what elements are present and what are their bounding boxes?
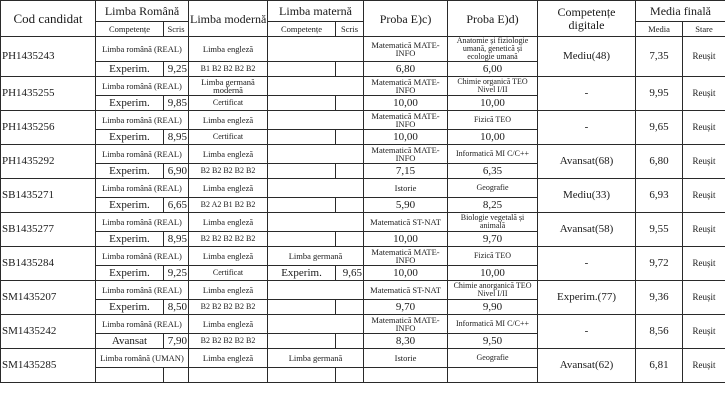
candidate-code: SB1435271 [1, 179, 96, 213]
proba-c-subject: Istorie [364, 179, 448, 198]
materna-subject [268, 77, 364, 96]
proba-c-subject: Matematică MATE-INFO [364, 77, 448, 96]
moderna-subject: Limba engleză [189, 315, 268, 334]
proba-d-subject: Geografie [448, 349, 538, 368]
competente-digitale-value: Avansat(58) [538, 213, 636, 247]
romana-scris: 6,65 [164, 198, 189, 213]
materna-scris [336, 130, 364, 145]
header-competente-digitale: Competențe digitale [538, 1, 636, 37]
proba-d-subject: Chimie organică TEO Nivel I/II [448, 77, 538, 96]
proba-d-grade: 10,00 [448, 130, 538, 145]
candidate-row-top [1, 281, 725, 300]
proba-c-grade: 10,00 [364, 266, 448, 281]
subheader-competente-romana: Competențe [96, 22, 164, 37]
romana-subject: Limba română (REAL) [96, 77, 189, 96]
competente-digitale-value: - [538, 315, 636, 349]
materna-scris [336, 368, 364, 383]
candidate-code: SM1435207 [1, 281, 96, 315]
romana-competente: Experim. [96, 300, 164, 315]
moderna-subject: Limba engleză [189, 281, 268, 300]
moderna-result: B2 A2 B1 B2 B2 [189, 198, 268, 213]
candidate-row-top [1, 213, 725, 232]
proba-d-grade: 8,25 [448, 198, 538, 213]
proba-d-subject: Biologie vegetală și animală [448, 213, 538, 232]
proba-c-grade: 8,30 [364, 334, 448, 349]
stare-value: Reușit [683, 145, 725, 179]
stare-value: Reușit [683, 247, 725, 281]
romana-competente [96, 368, 164, 383]
materna-scris [336, 334, 364, 349]
moderna-result: B2 B2 B2 B2 B2 [189, 232, 268, 247]
candidate-row-top [1, 247, 725, 266]
competente-digitale-value: - [538, 247, 636, 281]
materna-competente [268, 62, 336, 77]
stare-value: Reușit [683, 111, 725, 145]
proba-d-subject: Fizică TEO [448, 247, 538, 266]
proba-d-grade: 9,50 [448, 334, 538, 349]
proba-c-grade: 9,70 [364, 300, 448, 315]
moderna-result: B2 B2 B2 B2 B2 [189, 300, 268, 315]
moderna-result: Certificat [189, 266, 268, 281]
subheader-media: Media [636, 22, 683, 37]
moderna-result: B2 B2 B2 B2 B2 [189, 334, 268, 349]
proba-d-grade: 10,00 [448, 96, 538, 111]
candidate-code: PH1435292 [1, 145, 96, 179]
materna-competente [268, 96, 336, 111]
proba-c-subject: Matematică MATE-INFO [364, 247, 448, 266]
materna-scris [336, 300, 364, 315]
media-finala-value: 6,80 [636, 145, 683, 179]
moderna-subject: Limba engleză [189, 111, 268, 130]
candidate-row-top [1, 349, 725, 368]
candidate-code: SB1435277 [1, 213, 96, 247]
proba-c-subject: Matematică MATE-INFO [364, 37, 448, 62]
proba-d-subject: Fizică TEO [448, 111, 538, 130]
romana-subject: Limba română (REAL) [96, 179, 189, 198]
moderna-subject: Limba engleză [189, 349, 268, 368]
proba-c-subject: Matematică MATE-INFO [364, 315, 448, 334]
materna-subject [268, 179, 364, 198]
romana-competente: Avansat [96, 334, 164, 349]
materna-competente [268, 130, 336, 145]
media-finala-value: 9,65 [636, 111, 683, 145]
romana-subject: Limba română (REAL) [96, 111, 189, 130]
proba-d-subject: Informatică MI C/C++ [448, 145, 538, 164]
candidate-code: PH1435243 [1, 37, 96, 77]
proba-c-grade [364, 368, 448, 383]
materna-subject [268, 281, 364, 300]
header-proba-c: Proba E)c) [364, 1, 448, 37]
candidate-row-top [1, 111, 725, 130]
competente-digitale-value: Mediu(33) [538, 179, 636, 213]
candidate-code: SB1435284 [1, 247, 96, 281]
stare-value: Reușit [683, 213, 725, 247]
stare-value: Reușit [683, 281, 725, 315]
materna-scris: 9,65 [336, 266, 364, 281]
header-proba-d: Proba E)d) [448, 1, 538, 37]
competente-digitale-value: Experim.(77) [538, 281, 636, 315]
materna-subject: Limba germană [268, 247, 364, 266]
moderna-result: Certificat [189, 96, 268, 111]
competente-digitale-value: Avansat(68) [538, 145, 636, 179]
romana-subject: Limba română (REAL) [96, 315, 189, 334]
media-finala-value: 7,35 [636, 37, 683, 77]
media-finala-value: 9,55 [636, 213, 683, 247]
competente-digitale-value: - [538, 111, 636, 145]
proba-c-grade: 10,00 [364, 232, 448, 247]
proba-c-subject: Matematică ST-NAT [364, 281, 448, 300]
candidate-code: PH1435256 [1, 111, 96, 145]
moderna-subject: Limba germană modernă [189, 77, 268, 96]
romana-subject: Limba română (REAL) [96, 213, 189, 232]
romana-competente: Experim. [96, 266, 164, 281]
materna-subject [268, 37, 364, 62]
proba-c-subject: Matematică ST-NAT [364, 213, 448, 232]
stare-value: Reușit [683, 349, 725, 383]
media-finala-value: 6,93 [636, 179, 683, 213]
romana-competente: Experim. [96, 198, 164, 213]
candidate-row-top [1, 145, 725, 164]
romana-competente: Experim. [96, 96, 164, 111]
moderna-subject: Limba engleză [189, 179, 268, 198]
materna-competente [268, 164, 336, 179]
candidate-code: SM1435242 [1, 315, 96, 349]
materna-subject: Limba germană [268, 349, 364, 368]
materna-competente [268, 334, 336, 349]
romana-competente: Experim. [96, 130, 164, 145]
candidate-code: SM1435285 [1, 349, 96, 383]
romana-subject: Limba română (UMAN) [96, 349, 189, 368]
moderna-subject: Limba engleză [189, 213, 268, 232]
romana-subject: Limba română (REAL) [96, 247, 189, 266]
proba-d-subject: Anatomie și fiziologie umană, genetică și ecologie umană [448, 37, 538, 62]
moderna-result: B1 B2 B2 B2 B2 [189, 62, 268, 77]
results-body [1, 37, 725, 383]
header-limba-romana: Limba Română [96, 1, 189, 22]
stare-value: Reușit [683, 77, 725, 111]
romana-subject: Limba română (REAL) [96, 281, 189, 300]
proba-c-grade: 6,80 [364, 62, 448, 77]
romana-scris: 9,85 [164, 96, 189, 111]
materna-competente [268, 232, 336, 247]
candidate-row-top [1, 77, 725, 96]
moderna-result: Certificat [189, 130, 268, 145]
proba-d-subject: Informatică MI C/C++ [448, 315, 538, 334]
subheader-scris-materna: Scris [336, 22, 364, 37]
materna-scris [336, 164, 364, 179]
proba-d-grade: 10,00 [448, 266, 538, 281]
media-finala-value: 6,81 [636, 349, 683, 383]
romana-subject: Limba română (REAL) [96, 145, 189, 164]
romana-competente: Experim. [96, 62, 164, 77]
materna-scris [336, 198, 364, 213]
proba-d-grade: 6,35 [448, 164, 538, 179]
moderna-result [189, 368, 268, 383]
romana-scris: 9,25 [164, 266, 189, 281]
romana-scris [164, 368, 189, 383]
stare-value: Reușit [683, 37, 725, 77]
romana-scris: 7,90 [164, 334, 189, 349]
candidate-row-top [1, 37, 725, 62]
materna-competente: Experim. [268, 266, 336, 281]
materna-competente [268, 198, 336, 213]
header-limba-moderna: Limba modernă [189, 1, 268, 37]
proba-c-subject: Matematică MATE-INFO [364, 145, 448, 164]
romana-scris: 6,90 [164, 164, 189, 179]
media-finala-value: 9,36 [636, 281, 683, 315]
materna-subject [268, 213, 364, 232]
romana-scris: 8,95 [164, 130, 189, 145]
subheader-stare: Stare [683, 22, 725, 37]
proba-d-subject: Geografie [448, 179, 538, 198]
moderna-result: B2 B2 B2 B2 B2 [189, 164, 268, 179]
moderna-subject: Limba engleză [189, 247, 268, 266]
subheader-competente-materna: Competențe [268, 22, 336, 37]
competente-digitale-value: - [538, 77, 636, 111]
proba-d-grade: 9,70 [448, 232, 538, 247]
proba-d-grade: 6,00 [448, 62, 538, 77]
materna-scris [336, 62, 364, 77]
header-media-finala: Media finală [636, 1, 725, 22]
stare-value: Reușit [683, 179, 725, 213]
candidate-row-top [1, 315, 725, 334]
competente-digitale-value: Mediu(48) [538, 37, 636, 77]
media-finala-value: 9,95 [636, 77, 683, 111]
media-finala-value: 9,72 [636, 247, 683, 281]
materna-scris [336, 96, 364, 111]
proba-d-grade: 9,90 [448, 300, 538, 315]
header-limba-materna: Limba maternă [268, 1, 364, 22]
proba-c-subject: Matematică MATE-INFO [364, 111, 448, 130]
materna-competente [268, 368, 336, 383]
materna-subject [268, 111, 364, 130]
moderna-subject: Limba engleză [189, 37, 268, 62]
materna-scris [336, 232, 364, 247]
stare-value: Reușit [683, 315, 725, 349]
candidate-code: PH1435255 [1, 77, 96, 111]
materna-competente [268, 300, 336, 315]
romana-scris: 8,95 [164, 232, 189, 247]
moderna-subject: Limba engleză [189, 145, 268, 164]
materna-subject [268, 315, 364, 334]
romana-scris: 9,25 [164, 62, 189, 77]
proba-c-grade: 5,90 [364, 198, 448, 213]
media-finala-value: 8,56 [636, 315, 683, 349]
proba-c-grade: 7,15 [364, 164, 448, 179]
candidate-row-top [1, 179, 725, 198]
romana-scris: 8,50 [164, 300, 189, 315]
romana-competente: Experim. [96, 164, 164, 179]
proba-c-grade: 10,00 [364, 130, 448, 145]
header-cod-candidat: Cod candidat [1, 1, 96, 37]
romana-competente: Experim. [96, 232, 164, 247]
subheader-scris-romana: Scris [164, 22, 189, 37]
competente-digitale-value: Avansat(62) [538, 349, 636, 383]
proba-d-subject: Chimie anorganică TEO Nivel I/II [448, 281, 538, 300]
materna-subject [268, 145, 364, 164]
proba-d-grade [448, 368, 538, 383]
proba-c-subject: Istorie [364, 349, 448, 368]
proba-c-grade: 10,00 [364, 96, 448, 111]
romana-subject: Limba română (REAL) [96, 37, 189, 62]
